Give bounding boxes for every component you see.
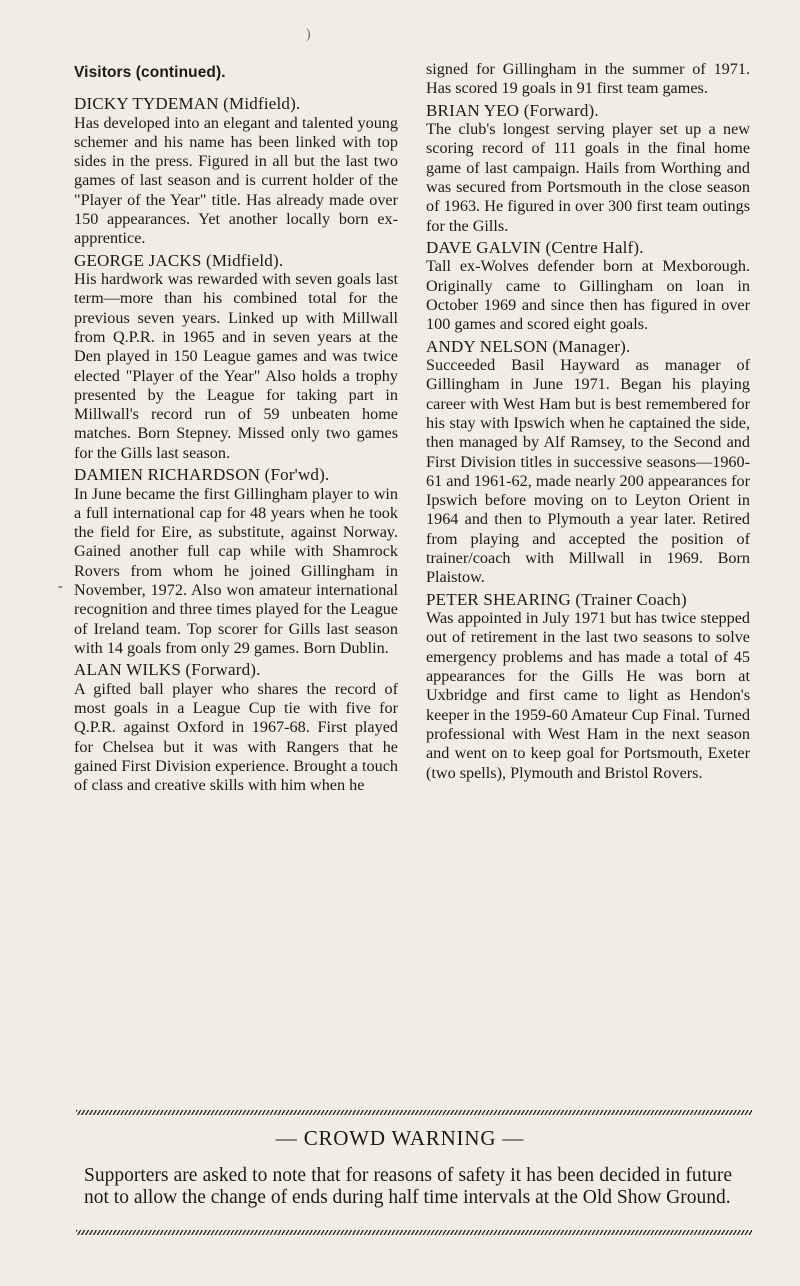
- player-profiles: [74, 60, 756, 1100]
- profile-body: signed for Gillingham in the summer of 1971. Has scored 19 goals in 91 first team games.: [426, 60, 750, 98]
- profile-entry: [74, 94, 398, 249]
- profile-heading: ALAN WILKS (Forward).: [74, 660, 261, 680]
- profile-body: His hardwork was rewarded with seven goals last term—more than his combined total for the previous seven years. Linked up with Millwall from Q.P.R. in 1965 and in seven years at the Den played in 150 League games and was twice elected "Player of the Year" Also holds a trophy presented by the League for taking part in Millwall's record run of 59 unbeaten home matches. Born Stepney. Missed only two games for the Gills last season.: [74, 270, 398, 462]
- profile-entry: [426, 337, 750, 588]
- profile-heading: PETER SHEARING (Trainer Coach): [426, 589, 687, 609]
- profile-body: Has developed into an elegant and talented young schemer and his name has been linked with top sides in the press. Figured in all but the last two games of last season and is current holder of the "Player of the Year" title. Has already made over 150 appearances. Yet another locally born ex-apprentice.: [74, 113, 398, 248]
- left-margin-mark: -: [58, 579, 63, 594]
- profile-body: A gifted ball player who shares the record of most goals in a League Cup tie with five for Q.P.R. against Oxford in 1967-68. First played for Chelsea but it was with Rangers that he gained First Division experience. Brought a touch of class and creative skills with him when he: [74, 679, 398, 795]
- profile-heading: DAVE GALVIN (Centre Half).: [426, 237, 644, 257]
- profile-heading: DAMIEN RICHARDSON (For'wd).: [74, 465, 330, 485]
- crowd-warning-title: — CROWD WARNING —: [275, 1126, 525, 1150]
- profile-body: The club's longest serving player set up a new scoring record of 111 goals in the final home game of last campaign. Hails from Worthing and was secured from Portsmouth in the close season of 1963. He figured in over 300 first team outings for the Gills.: [426, 120, 750, 235]
- profile-body: Succeeded Basil Hayward as manager of Gillingham in June 1971. Began his playing career with West Ham but is best remembered for his stay with Ipswich when he captained the side, then managed by Alf Ramsey, to the Second and First Division titles in successive seasons—1960-61 and 1961-62, made nearly 200 appearances for Ipswich before moving on to Leyton Orient in 1964 and then to Plymouth a year later. Retired from playing and accepted the position of trainer/coach with Millwall in 1969. Born Plaistow.: [426, 356, 750, 587]
- top-margin-mark: ): [306, 27, 311, 42]
- profile-entry: [74, 465, 398, 658]
- profile-entry: [426, 238, 750, 335]
- hatched-divider-bottom: [76, 1230, 752, 1235]
- profile-heading: BRIAN YEO (Forward).: [426, 100, 599, 120]
- profile-heading: GEORGE JACKS (Midfield).: [74, 250, 284, 270]
- crowd-warning-text: Supporters are asked to note that for reasons of safety it has been decided in future not to allow the change of ends during half time intervals at the Old Show Ground.: [84, 1165, 732, 1208]
- right-column: [426, 60, 750, 785]
- profile-heading: DICKY TYDEMAN (Midfield).: [74, 94, 301, 113]
- profile-entry: [74, 660, 398, 795]
- profile-body: Was appointed in July 1971 but has twice stepped out of retirement in the last two seasons to solve emergency problems and has made a total of 45 appearances for the Gills He was born at Uxbridge and first came to light as Hendon's keeper in the 1959-60 Amateur Cup Final. Turned professional with West Ham in the next season and went on to keep goal for Portsmouth, Exeter (two spells), Plymouth and Bristol Rovers.: [426, 609, 750, 782]
- profile-body: Tall ex-Wolves defender born at Mexborough. Originally came to Gillingham on loan in October 1969 and since then has figured in over 100 games and scored eight goals.: [426, 257, 750, 334]
- profile-entry: [426, 101, 750, 236]
- section-heading: Visitors (continued).: [74, 64, 226, 81]
- profile-body: In June became the first Gillingham player to win a full international cap for 48 years when he took the field for Eire, as substitute, against Norway. Gained another full cap while with Shamrock Rovers from whom he joined Gillingham in November, 1972. Also won amateur international recognition and three times played for the League of Ireland team. Top scorer for Gills last season with 14 goals from only 29 games. Born Dublin.: [74, 484, 398, 657]
- profile-heading: ANDY NELSON (Manager).: [426, 336, 631, 356]
- profile-entry: [426, 590, 750, 783]
- profile-entry-continued: [426, 60, 750, 99]
- hatched-divider-top: [76, 1110, 752, 1115]
- profile-entry: [74, 251, 398, 463]
- left-column: [74, 60, 398, 798]
